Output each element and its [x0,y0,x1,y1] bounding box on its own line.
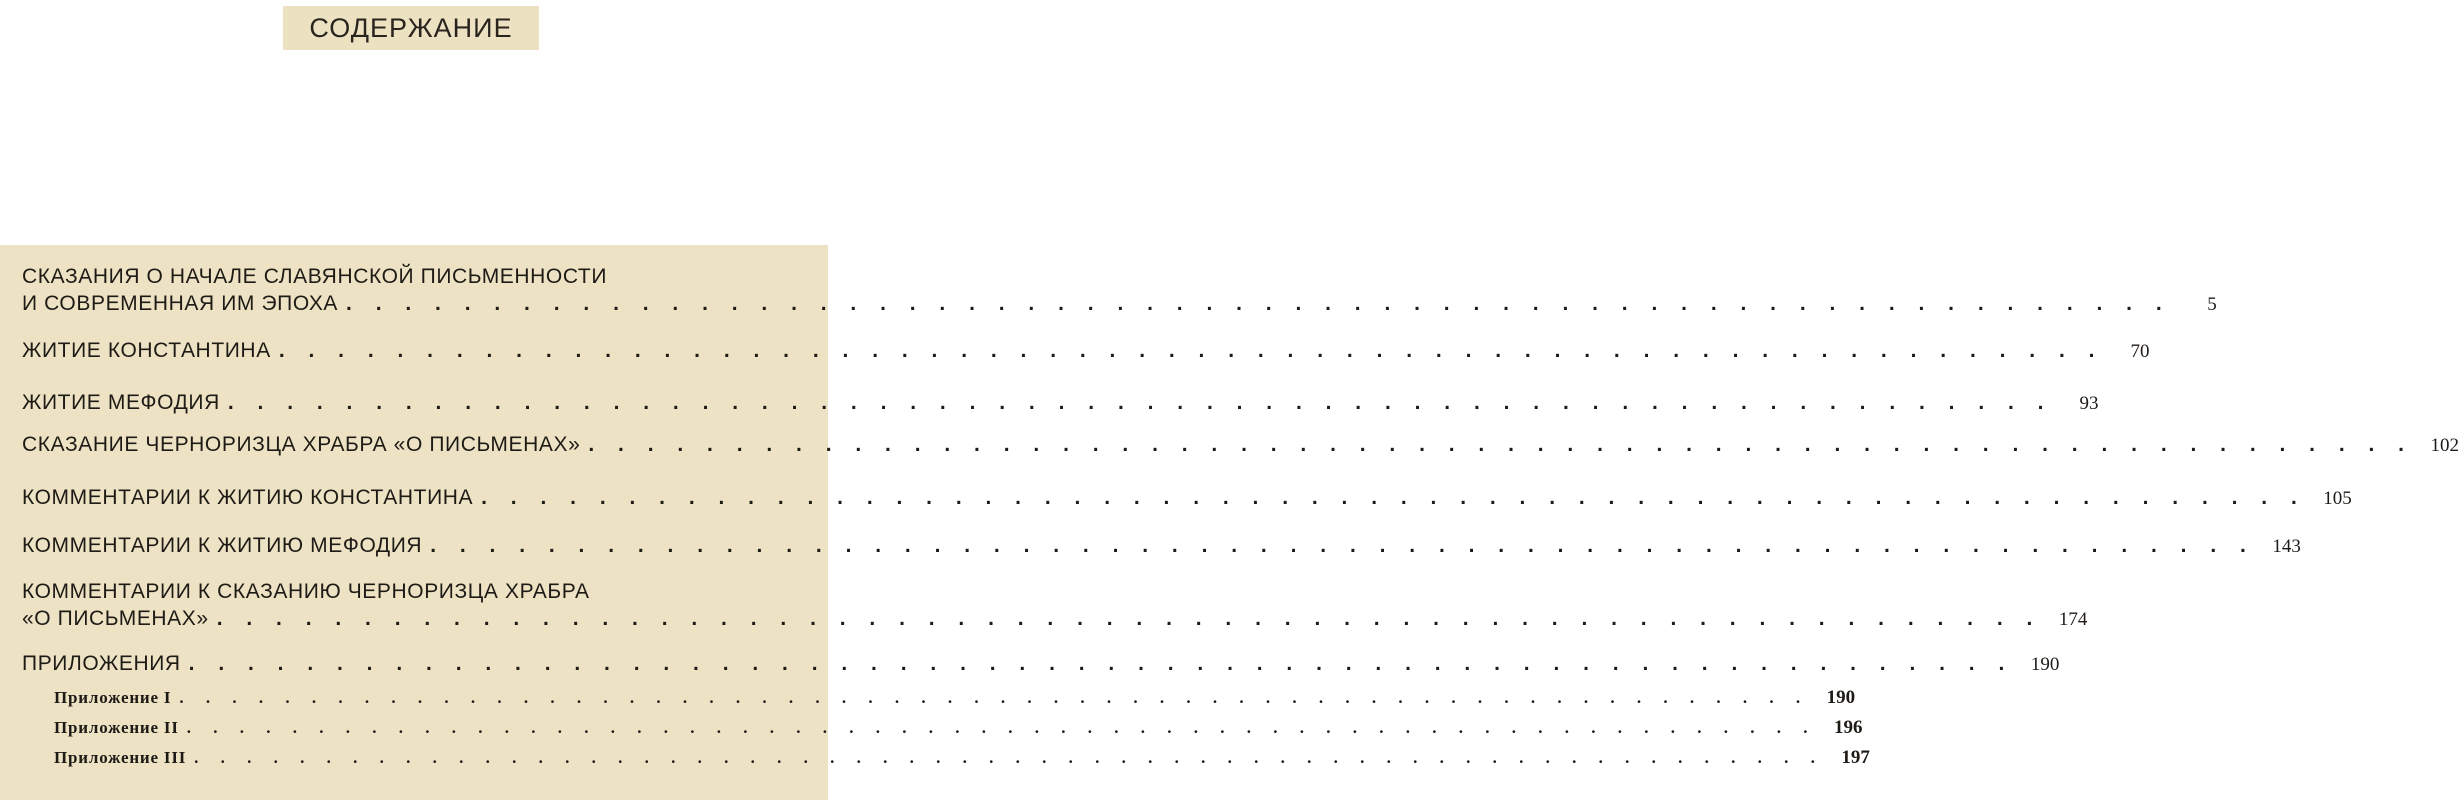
page-number: 102 [2430,435,2459,456]
page-number: 197 [1841,747,1870,768]
toc-entry-title-continued: «О ПИСЬМЕНАХ» [22,607,209,630]
dot-leader: . . . . . . . . . . . . . . . . . . . . . . . . . . . . . . . . . . . . . . . . . . . . . . . . . . . . . . . . . . . . . . [430,534,2255,557]
toc-entry-leader-line [22,607,2088,631]
toc-subentry-title: Приложение I [54,688,172,707]
toc-entry-title: ЖИТИЕ КОНСТАНТИНА [22,339,271,362]
toc-entry-leader-line [22,534,2301,558]
page-number: 93 [2079,393,2099,414]
dot-leader: . . . . . . . . . . . . . . . . . . . . . . . . . . . . . . . . . . . . . . . . . . . . . . . . . . . . . . . . . . . . . . [179,688,1810,707]
dot-leader: . . . . . . . . . . . . . . . . . . . . . . . . . . . . . . . . . . . . . . . . . . . . . . . . . . . . . . . . . . . . . . [278,339,2104,362]
dot-leader: . . . . . . . . . . . . . . . . . . . . . . . . . . . . . . . . . . . . . . . . . . . . . . . . . . . . . . . . . . . . . . [227,391,2053,414]
toc-entry-title: КОММЕНТАРИИ К ЖИТИЮ КОНСТАНТИНА [22,486,474,509]
toc-entry-title: СКАЗАНИЯ О НАЧАЛЕ СЛАВЯНСКОЙ ПИСЬМЕННОСТИ [22,265,608,288]
toc-entry-leader-line [22,486,2352,510]
toc-entry-leader-line [22,292,2217,316]
toc-entry-leader-line [22,339,2150,363]
page-number: 70 [2130,341,2150,362]
toc-entry-title: ЖИТИЕ МЕФОДИЯ [22,391,220,414]
dot-leader: . . . . . . . . . . . . . . . . . . . . . . . . . . . . . . . . . . . . . . . . . . . . . . . . . . . . . . . . . . . . . . [216,607,2042,630]
toc-entry-leader-line [22,391,2099,415]
toc-entry-title-continued: И СОВРЕМЕННАЯ ИМ ЭПОХА [22,292,339,315]
page-number: 190 [1826,687,1856,708]
toc-subentry-leader-line [54,687,1856,709]
page-number: 196 [1834,717,1863,738]
toc-subentry-leader-line [54,717,1863,739]
toc-subentry-leader-line [54,747,1870,769]
toc-entry-leader-line [22,433,2459,457]
page-title: СОДЕРЖАНИЕ [283,6,539,50]
toc-subentry-title: Приложение II [54,718,179,737]
toc-entry-title: КОММЕНТАРИИ К ЖИТИЮ МЕФОДИЯ [22,534,423,557]
dot-leader: . . . . . . . . . . . . . . . . . . . . . . . . . . . . . . . . . . . . . . . . . . . . . . . . . . . . . . . . . . . . . . [346,292,2171,315]
dot-leader: . . . . . . . . . . . . . . . . . . . . . . . . . . . . . . . . . . . . . . . . . . . . . . . . . . . . . . . . . . . . . . [188,652,2014,675]
table-of-contents [0,245,2459,800]
page-number: 5 [2207,294,2217,315]
page-number: 190 [2030,654,2060,675]
dot-leader: . . . . . . . . . . . . . . . . . . . . . . . . . . . . . . . . . . . . . . . . . . . . . . . . . . . . . . . . . . . . . . [186,718,1817,737]
page-number: 143 [2272,536,2301,557]
toc-entry-title: СКАЗАНИЕ ЧЕРНОРИЗЦА ХРАБРА «О ПИСЬМЕНАХ» [22,433,581,456]
page-number: 105 [2323,488,2352,509]
toc-entry-leader-line [22,652,2060,676]
dot-leader: . . . . . . . . . . . . . . . . . . . . . . . . . . . . . . . . . . . . . . . . . . . . . . . . . . . . . . . . . . . . . . [481,486,2306,509]
toc-entry-title: КОММЕНТАРИИ К СКАЗАНИЮ ЧЕРНОРИЗЦА ХРАБРА [22,580,590,603]
toc-subentry-title: Приложение III [54,748,187,767]
page-number: 174 [2058,609,2088,630]
dot-leader: . . . . . . . . . . . . . . . . . . . . . . . . . . . . . . . . . . . . . . . . . . . . . . . . . . . . . . . . . . . . . . [194,748,1824,767]
toc-entry-title: ПРИЛОЖЕНИЯ [22,652,181,675]
dot-leader: . . . . . . . . . . . . . . . . . . . . . . . . . . . . . . . . . . . . . . . . . . . . . . . . . . . . . . . . . . . . . . [588,433,2413,456]
